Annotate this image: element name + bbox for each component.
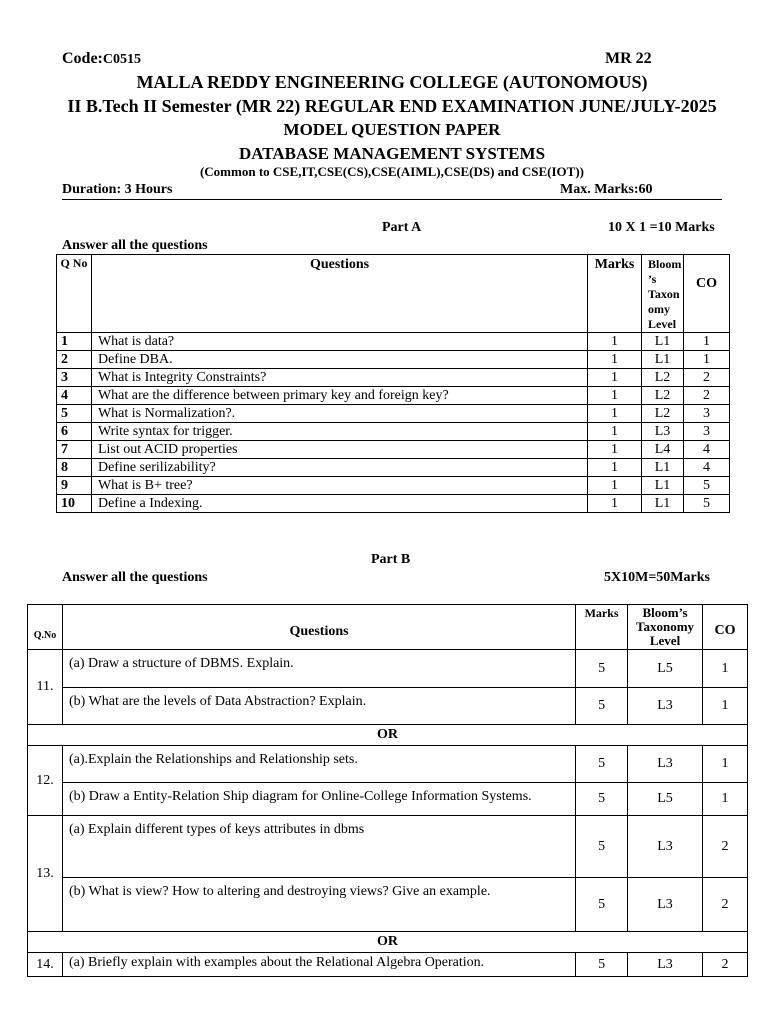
question-number: 3	[57, 369, 92, 387]
question-co: 3	[684, 423, 730, 441]
question-level: L4	[642, 441, 684, 459]
paper-type: MODEL QUESTION PAPER	[283, 120, 501, 139]
header-qno: Q No	[57, 255, 92, 333]
college-name: MALLA REDDY ENGINEERING COLLEGE (AUTONOMOUS)	[136, 72, 648, 92]
question-level: L5	[628, 650, 703, 688]
question-text: (a) Explain different types of keys attributes in dbms	[62, 816, 575, 878]
question-co: 2	[703, 816, 748, 878]
question-number: 5	[57, 405, 92, 423]
table-row	[57, 495, 730, 513]
question-text: (a) Briefly explain with examples about the Relational Algebra Operation.	[62, 953, 575, 977]
question-marks: 5	[576, 878, 628, 932]
question-co: 1	[703, 783, 748, 816]
question-level: L3	[628, 746, 703, 783]
question-text: What is Integrity Constraints?	[91, 369, 587, 387]
header-questions: Questions	[91, 255, 587, 333]
question-co: 1	[684, 351, 730, 369]
question-number: 11.	[28, 650, 63, 725]
question-marks: 1	[588, 423, 642, 441]
or-row	[28, 725, 748, 746]
part-a-marks-scheme: 10 X 1 =10 Marks	[608, 220, 715, 235]
header-co: CO	[684, 255, 730, 333]
question-co: 5	[684, 495, 730, 513]
question-marks: 1	[588, 351, 642, 369]
code-label: Code:	[62, 50, 103, 67]
header-divider	[62, 199, 722, 200]
or-row	[28, 932, 748, 953]
or-label: OR	[28, 932, 748, 953]
table-row	[28, 878, 748, 932]
question-co: 1	[684, 333, 730, 351]
question-co: 1	[703, 688, 748, 725]
question-text: (a).Explain the Relationships and Relationship sets.	[62, 746, 575, 783]
question-text: Define DBA.	[91, 351, 587, 369]
part-a-title: Part A	[382, 220, 422, 235]
question-text: What are the difference between primary key and foreign key?	[91, 387, 587, 405]
question-marks: 5	[576, 650, 628, 688]
question-marks: 5	[576, 688, 628, 725]
question-number: 13.	[28, 816, 63, 932]
question-number: 10	[57, 495, 92, 513]
table-row	[57, 351, 730, 369]
question-number: 9	[57, 477, 92, 495]
question-co: 4	[684, 441, 730, 459]
question-marks: 1	[588, 441, 642, 459]
or-label: OR	[28, 725, 748, 746]
question-text: Define a Indexing.	[91, 495, 587, 513]
table-row	[57, 387, 730, 405]
question-co: 4	[684, 459, 730, 477]
question-text: Write syntax for trigger.	[91, 423, 587, 441]
question-marks: 5	[576, 746, 628, 783]
question-co: 2	[684, 369, 730, 387]
question-co: 3	[684, 405, 730, 423]
table-row	[28, 746, 748, 783]
common-to: (Common to CSE,IT,CSE(CS),CSE(AIML),CSE(DS) and CSE(IOT))	[199, 164, 585, 179]
question-level: L2	[642, 369, 684, 387]
header-marks: Marks	[576, 605, 628, 650]
table-row	[28, 953, 748, 977]
table-row	[57, 441, 730, 459]
question-level: L1	[642, 351, 684, 369]
question-level: L5	[628, 783, 703, 816]
part-b-table	[27, 604, 748, 977]
question-number: 14.	[28, 953, 63, 977]
question-text: (b) What are the levels of Data Abstraction? Explain.	[62, 688, 575, 725]
question-marks: 1	[588, 333, 642, 351]
header-co: CO	[703, 605, 748, 650]
question-marks: 1	[588, 477, 642, 495]
table-row	[28, 816, 748, 878]
table-row	[28, 783, 748, 816]
question-text: (b) What is view? How to altering and destroying views? Give an example.	[62, 878, 575, 932]
table-row	[57, 369, 730, 387]
question-marks: 5	[576, 953, 628, 977]
code-value: C0515	[102, 52, 142, 67]
part-b-instruction: Answer all the questions	[62, 570, 208, 585]
code-line	[62, 50, 141, 68]
question-level: L1	[642, 459, 684, 477]
question-co: 2	[703, 953, 748, 977]
max-marks: Max. Marks:60	[560, 182, 653, 197]
question-co: 2	[684, 387, 730, 405]
question-number: 4	[57, 387, 92, 405]
question-text: (a) Draw a structure of DBMS. Explain.	[62, 650, 575, 688]
question-marks: 1	[588, 459, 642, 477]
question-number: 2	[57, 351, 92, 369]
table-row	[28, 650, 748, 688]
table-row	[28, 688, 748, 725]
header-qno: Q.No	[28, 605, 63, 650]
question-level: L3	[628, 953, 703, 977]
question-level: L2	[642, 387, 684, 405]
table-row	[57, 477, 730, 495]
table-row	[57, 405, 730, 423]
part-a-instruction: Answer all the questions	[62, 238, 208, 253]
question-text: List out ACID properties	[91, 441, 587, 459]
question-number: 1	[57, 333, 92, 351]
question-marks: 1	[588, 387, 642, 405]
question-text: (b) Draw a Entity-Relation Ship diagram for Online-College Information Systems.	[62, 783, 575, 816]
question-number: 6	[57, 423, 92, 441]
header-bloom: Bloom ’s Taxon omy Level	[642, 255, 684, 333]
table-row	[57, 459, 730, 477]
table-row	[57, 423, 730, 441]
subject-title: DATABASE MANAGEMENT SYSTEMS	[238, 144, 546, 163]
question-number: 12.	[28, 746, 63, 816]
question-marks: 5	[576, 816, 628, 878]
question-marks: 1	[588, 495, 642, 513]
question-text: What is B+ tree?	[91, 477, 587, 495]
question-level: L3	[642, 423, 684, 441]
part-a-table	[56, 254, 730, 513]
header-marks: Marks	[588, 255, 642, 333]
question-text: What is Normalization?.	[91, 405, 587, 423]
question-level: L1	[642, 477, 684, 495]
question-number: 7	[57, 441, 92, 459]
exam-title: II B.Tech II Semester (MR 22) REGULAR END EXAMINATION JUNE/JULY-2025	[67, 96, 717, 116]
header-bloom: Bloom’s Taxonomy Level	[628, 605, 703, 650]
question-text: Define serilizability?	[91, 459, 587, 477]
question-level: L3	[628, 878, 703, 932]
question-co: 1	[703, 650, 748, 688]
question-marks: 1	[588, 405, 642, 423]
question-level: L3	[628, 688, 703, 725]
part-b-title: Part B	[371, 552, 411, 567]
question-co: 5	[684, 477, 730, 495]
question-level: L1	[642, 333, 684, 351]
part-b-marks-scheme: 5X10M=50Marks	[604, 570, 710, 585]
regulation: MR 22	[605, 50, 652, 67]
header-questions: Questions	[62, 605, 575, 650]
duration: Duration: 3 Hours	[62, 182, 173, 197]
table-row	[57, 333, 730, 351]
question-level: L1	[642, 495, 684, 513]
question-marks: 5	[576, 783, 628, 816]
question-marks: 1	[588, 369, 642, 387]
question-level: L3	[628, 816, 703, 878]
question-number: 8	[57, 459, 92, 477]
question-co: 2	[703, 878, 748, 932]
question-level: L2	[642, 405, 684, 423]
question-co: 1	[703, 746, 748, 783]
question-text: What is data?	[91, 333, 587, 351]
